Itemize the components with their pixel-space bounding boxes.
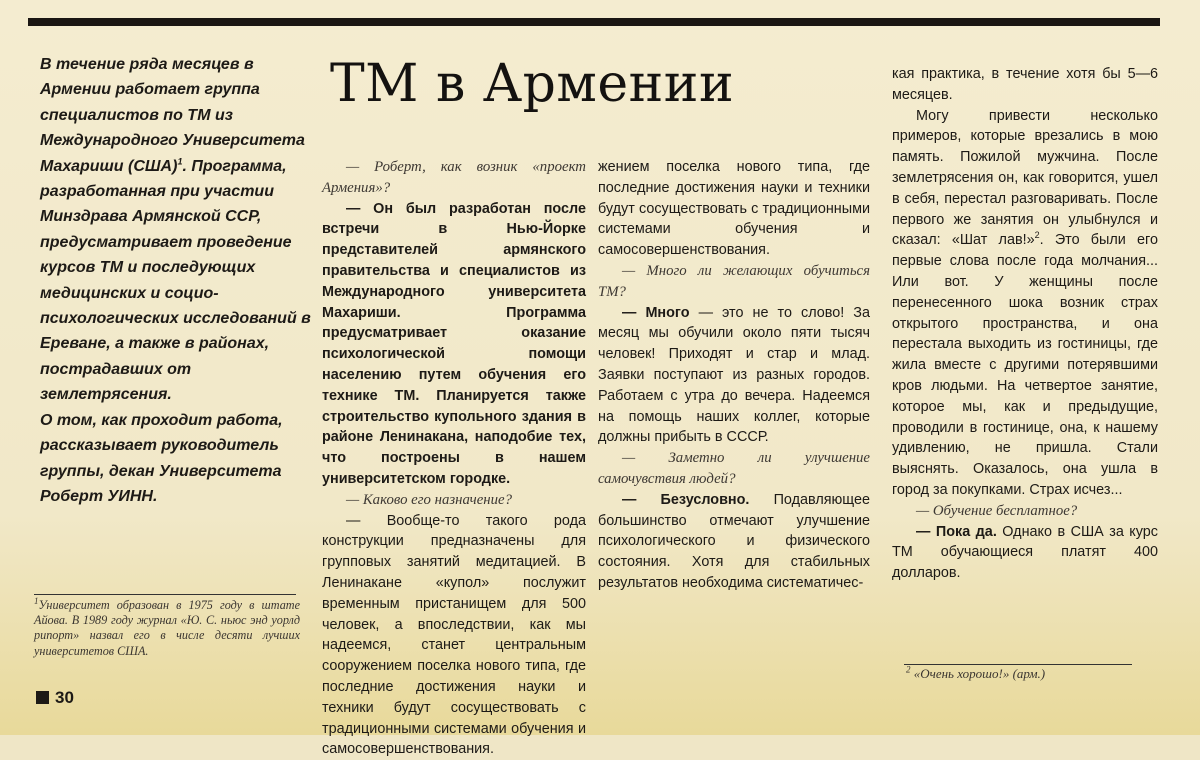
article-column-2: [598, 157, 870, 594]
footnote-left-marker: 1: [34, 595, 39, 606]
footnote-right-text: «Очень хорошо!» (арм.): [913, 666, 1046, 681]
question-2: — Каково его назначение?: [346, 491, 512, 508]
intro-text-1-tail: . Программа, разработанная при участии Минздрава Армянской ССР, предусматривает проведение курсов ТМ и последующих медицинских и социо-психологических исследований в Ереване, а также в районах, пострадавших от землетрясения.: [40, 157, 311, 404]
footnote-right: [906, 666, 1156, 682]
answer-5-lead: — Пока да.: [916, 523, 997, 540]
answer-2-text: — Вообще-то такого рода конструкции предназначены для групповых занятий медитацией. В Ленинакане «купол» послужит временным пристанищем для 500 человек, а впоследствии, как мы надеемся, станет центральным сооружением поселка нового типа, где последние достижения науки и техники будут сосуществовать с традиционными системами обучения и самосовершенствования.: [322, 512, 586, 758]
intro-paragraph-2: О том, как проходит работа, рассказывает руководитель группы, декан Университета Роберт УИНН.: [40, 411, 283, 505]
answer-5-text: Однако в США за курс ТМ обучающиеся платят 400 долларов.: [892, 523, 1158, 582]
question-1: — Роберт, как возник «проект Армения»?: [322, 159, 586, 196]
answer-3: [598, 303, 870, 449]
column-3-text-b: . Это были его первые слова после года молчания... Или вот. У женщины после перенесенного шока возник страх открытого пространства, и она перестала выходить из гостиницы, где жила вместе с другими потерявшими кров людьми. На четвертое занятие, которое мы, как и предыдущие, проводили в гостинице, она, к нашему удивлению, не пришла. Стали выяснять. Оказалось, она ушла в город за покупками. Страх исчез...: [892, 232, 1158, 498]
footnote-left: [34, 595, 300, 659]
page-number-text: 30: [55, 688, 74, 707]
footnote-rule-left: [34, 594, 296, 595]
answer-1: — Он был разработан после встречи в Нью-Йорке представителей армянского правительства и специалистов из Международного университета Махариши. Программа предусматривает оказание психологической помощи населению путем обучения его технике ТМ. Планируется также строительство купольного здания в районе Ленинакана, наподобие тех, что построены в нашем университетском городке.: [322, 200, 586, 487]
footnote-rule-right: [904, 664, 1132, 665]
page-number-square-icon: [36, 691, 49, 704]
footnote-left-text: Университет образован в 1975 году в штате Айова. В 1989 году журнал «Ю. С. ньюс энд уорлд рипорт» назвал его в числе десяти лучших университетов США.: [34, 598, 300, 658]
page-number: [36, 688, 74, 708]
column-3-paragraph: [892, 106, 1158, 501]
footnote-ref-2: 2: [1034, 230, 1040, 241]
answer-4-lead: — Безусловно.: [622, 491, 750, 508]
answer-5: [892, 522, 1158, 584]
question-5: — Обучение бесплатное?: [916, 502, 1078, 519]
footnote-ref-1: 1: [177, 156, 183, 167]
answer-2: [322, 511, 586, 760]
footnote-right-marker: 2: [906, 664, 911, 675]
answer-4: [598, 490, 870, 594]
article-column-1: [322, 157, 586, 760]
answer-3-lead: — Много: [622, 304, 690, 321]
answer-4-text: Подавляющее большинство отмечают улучшение психологического и физического состояния. Хотя для стабильных результатов необходима систематичес-: [598, 491, 870, 591]
question-3: — Много ли желающих обучиться ТМ?: [598, 262, 870, 300]
column-3-text-a: Могу привести несколько примеров, которые врезались в мою память. Пожилой мужчина. После землетрясения он, как говорится, ушел в себя, перестал разговаривать. После первого же занятия он улыбнулся и сказал: «Шат лав!»: [892, 107, 1158, 249]
answer-3-text: — это не то слово! За месяц мы обучили около пяти тысяч человек! Приходят и стар и млад. Заявки поступают из разных городов. Работаем с утра до вечера. Надеемся на помощь наших коллег, которые должны прибыть в СССР.: [598, 304, 870, 446]
column-2-continuation: жением поселка нового типа, где последние достижения науки и техники будут сосуществовать с традиционными системами обучения и самосовершенствования.: [598, 159, 870, 259]
intro-paragraph-1: [40, 52, 312, 408]
intro-lead: [40, 52, 312, 509]
headline: ТМ в Армении: [330, 54, 735, 114]
intro-text-1: В течение ряда месяцев в Армении работает группа специалистов по ТМ из Международного Университета Махариши (США): [40, 56, 305, 175]
question-4: — Заметно ли улучшение самочувствия людей?: [598, 450, 870, 487]
top-rule: [28, 18, 1160, 26]
article-column-3: [892, 64, 1158, 584]
column-3-continuation: кая практика, в течение хотя бы 5—6 месяцев.: [892, 66, 1158, 103]
